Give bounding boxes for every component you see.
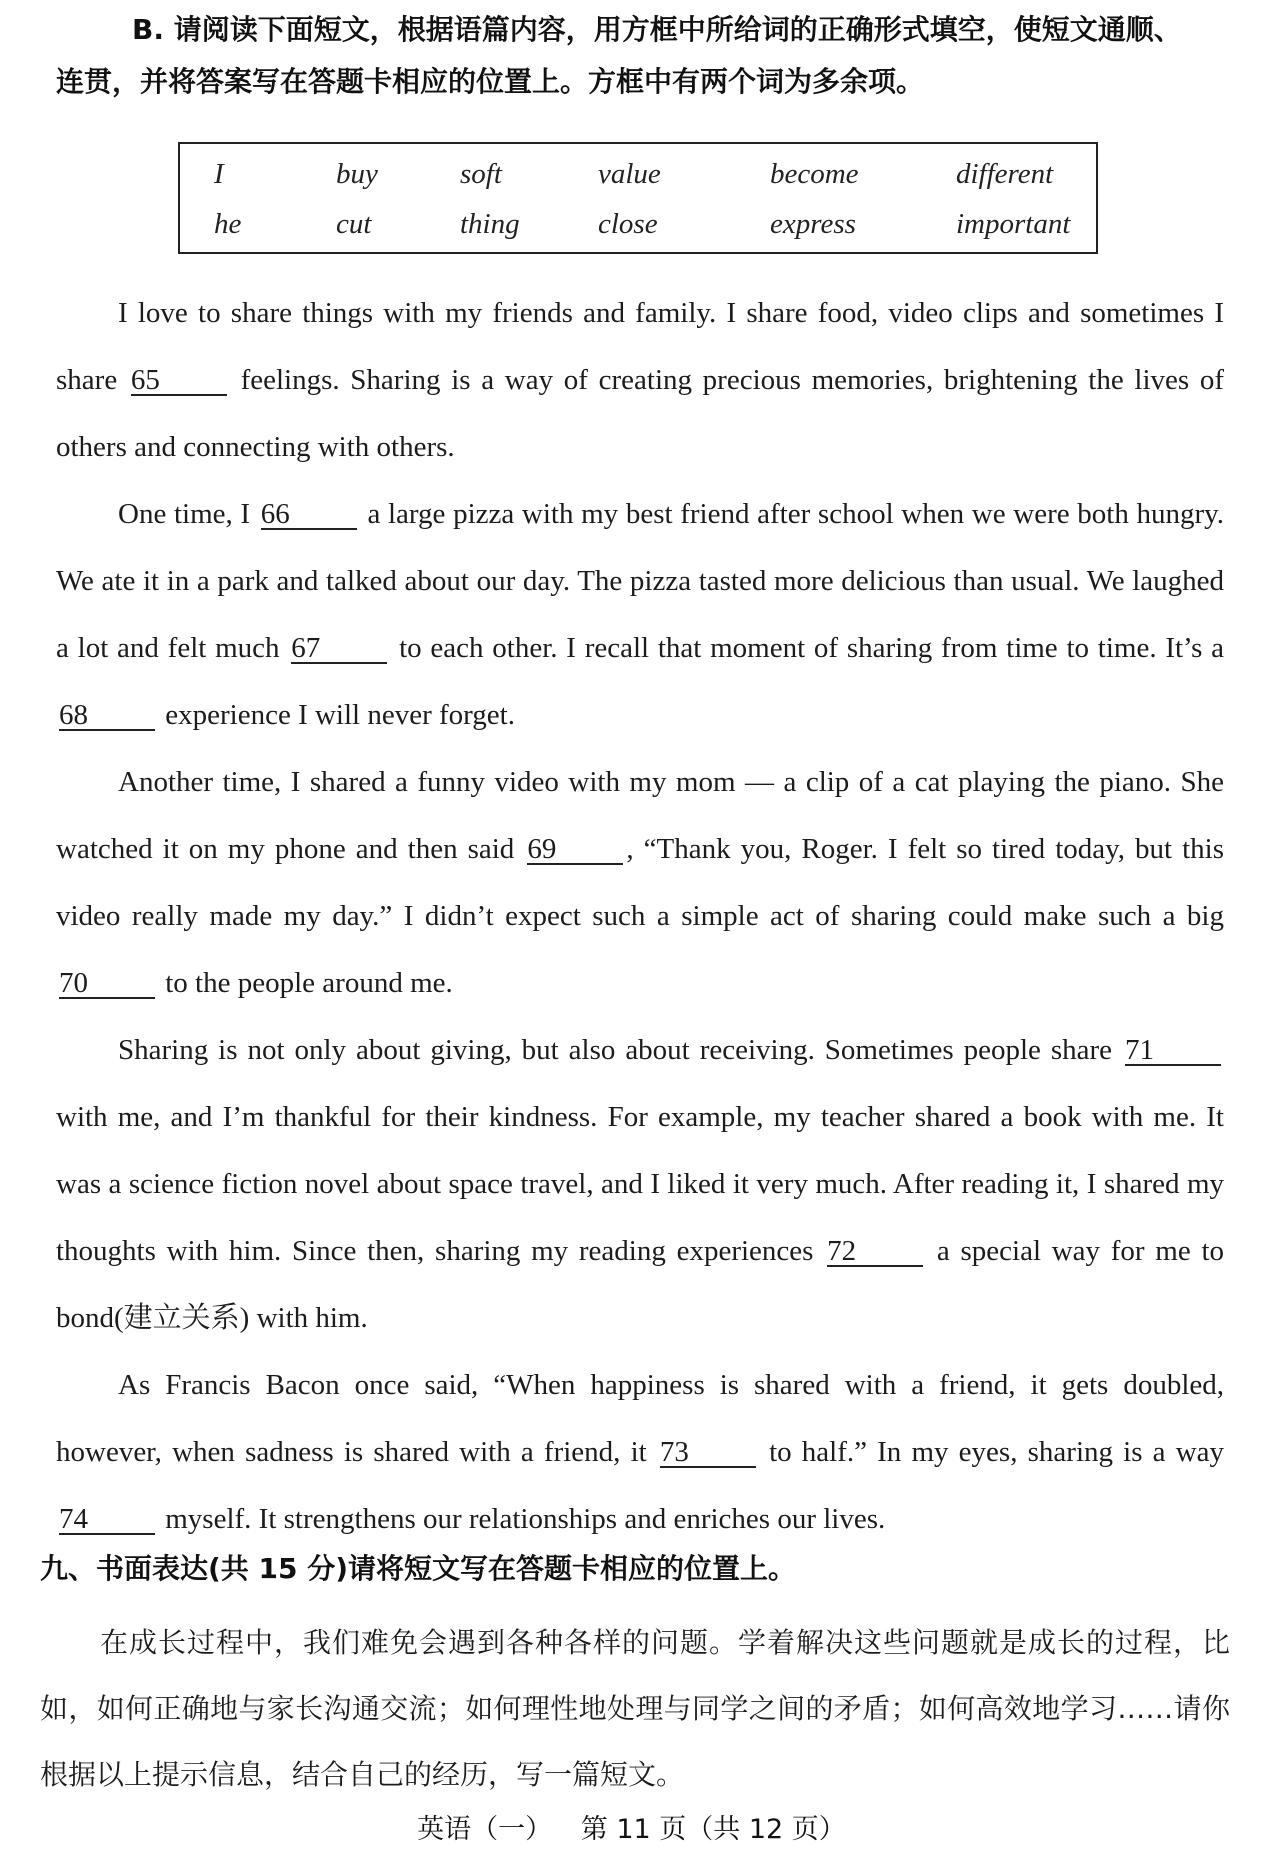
passage-text: Sharing is not only about giving, but also about receiving. Sometimes people share xyxy=(118,1034,1113,1066)
passage-paragraph-4 xyxy=(56,1017,1224,1352)
passage-text: , “Thank you, Roger. I felt so tired today, but this video really made my day.” I didn’t expect such a simple act of sharing could make such a big xyxy=(56,833,1224,932)
passage-paragraph-5 xyxy=(56,1352,1224,1553)
passage-text: to the people around me. xyxy=(165,967,453,999)
word-option: different xyxy=(956,158,1054,190)
passage-text: with me, and I’m thankful for their kindness. For example, my teacher shared a book with me. It was a science fiction novel about space travel, and I liked it very much. After reading it, I shared my thoughts with him. Since then, sharing my reading experiences xyxy=(56,1101,1224,1267)
passage-text: a special way for me to bond(建立关系) with him. xyxy=(56,1235,1225,1334)
instructions-line-2: 连贯，并将答案写在答题卡相应的位置上。方框中有两个词为多余项。 xyxy=(56,65,925,98)
passage-text: experience I will never forget. xyxy=(165,699,515,731)
word-option: close xyxy=(598,208,658,240)
passage-text: As Francis Bacon once said, “When happiness is shared with a friend, it gets doubled, however, when sadness is shared with a friend, it xyxy=(56,1369,1224,1468)
blank-73[interactable]: 73 xyxy=(660,1438,756,1468)
blank-66[interactable]: 66 xyxy=(261,500,357,530)
word-option: thing xyxy=(460,208,520,240)
passage-text: a large pizza with my best friend after school when we were both hungry. We ate it in a park and talked about our day. The pizza tasted more delicious than usual. We laughed a lot and felt much xyxy=(56,498,1225,664)
page-footer xyxy=(0,1810,1263,1850)
blank-70[interactable]: 70 xyxy=(59,969,155,999)
word-option: important xyxy=(956,208,1071,240)
passage-text: feelings. Sharing is a way of creating precious memories, brightening the lives of others and connecting with others. xyxy=(56,364,1225,463)
blank-69[interactable]: 69 xyxy=(527,835,623,865)
blank-65[interactable]: 65 xyxy=(131,366,227,396)
word-option: cut xyxy=(336,208,372,240)
passage-paragraph-3 xyxy=(56,749,1224,1017)
word-box xyxy=(178,142,1098,254)
instructions-line-1: B. 请阅读下面短文，根据语篇内容，用方框中所给词的正确形式填空，使短文通顺、 xyxy=(132,13,1182,46)
blank-67[interactable]: 67 xyxy=(291,634,387,664)
passage-text: Another time, I shared a funny video with my mom — a clip of a cat playing the piano. She watched it on my phone and then said xyxy=(56,766,1224,865)
instructions xyxy=(56,0,1231,112)
word-option: value xyxy=(598,158,661,190)
word-option: I xyxy=(214,158,224,190)
section-9-heading: 九、书面表达(共 15 分)请将短文写在答题卡相应的位置上。 xyxy=(40,1552,797,1585)
blank-71[interactable]: 71 xyxy=(1125,1036,1221,1066)
passage-text: One time, I xyxy=(118,498,251,530)
passage-paragraph-1 xyxy=(56,280,1224,481)
word-option: buy xyxy=(336,158,378,190)
footer-subject: 英语（一） xyxy=(417,1814,553,1845)
blank-72[interactable]: 72 xyxy=(827,1237,923,1267)
blank-68[interactable]: 68 xyxy=(59,701,155,731)
passage-text: I love to share things with my friends and family. I share food, video clips and sometimes I share xyxy=(56,297,1224,396)
writing-prompt-text: 在成长过程中，我们难免会遇到各种各样的问题。学着解决这些问题就是成长的过程，比如，如何正确地与家长沟通交流；如何理性地处理与同学之间的矛盾；如何高效地学习……请你根据以上提示信息，结合自己的经历，写一篇短文。 xyxy=(40,1626,1230,1791)
word-option: express xyxy=(770,208,856,240)
passage-text: to each other. I recall that moment of sharing from time to time. It’s a xyxy=(399,632,1225,664)
passage-text: to half.” In my eyes, sharing is a way xyxy=(769,1436,1225,1468)
passage-text: myself. It strengthens our relationships and enriches our lives. xyxy=(165,1503,886,1535)
word-box-row-2 xyxy=(180,208,1096,248)
word-option: he xyxy=(214,208,242,240)
passage-paragraph-2 xyxy=(56,481,1224,749)
word-option: soft xyxy=(460,158,502,190)
blank-74[interactable]: 74 xyxy=(59,1505,155,1535)
word-box-row-1 xyxy=(180,158,1096,198)
footer-page-number: 第 11 页（共 12 页） xyxy=(580,1814,846,1845)
word-option: become xyxy=(770,158,859,190)
writing-prompt xyxy=(40,1610,1230,1808)
